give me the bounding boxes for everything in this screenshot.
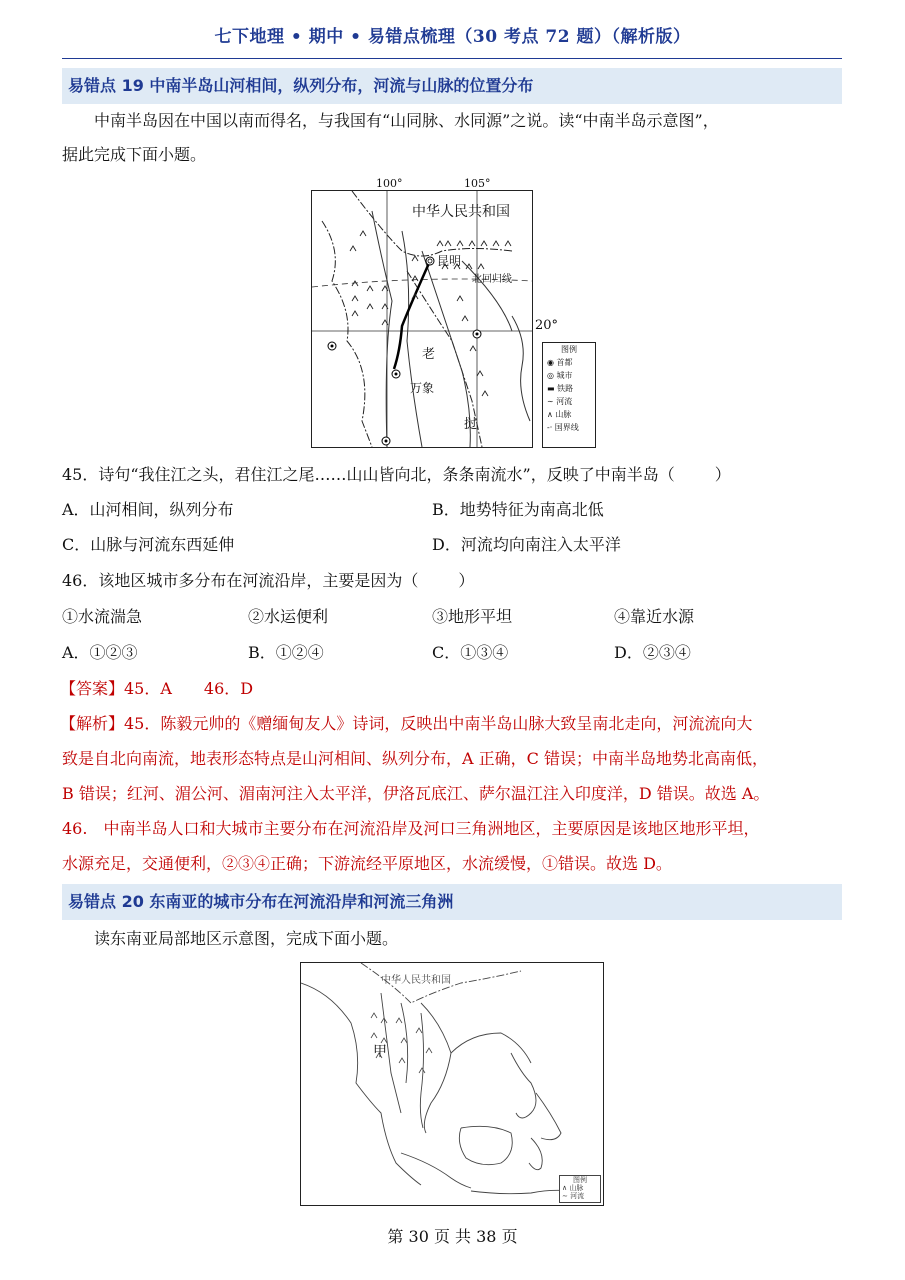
q46-stem-text: 46．该地区城市多分布在河流沿岸，主要是因为（ — [62, 571, 419, 590]
map2-legend-mountain: 山脉 — [569, 1184, 584, 1192]
legend-border-row — [543, 421, 595, 434]
indochina-map-graphic — [312, 191, 532, 447]
analysis-line-4: 46. 中南半岛人口和大城市主要分布在河流沿岸及河口三角洲地区，主要原因是该地区地形平坦， — [62, 819, 760, 838]
q46-option-d: D．②③④ — [614, 643, 691, 662]
railway-icon: ▬ — [547, 384, 555, 393]
document-header-title: 七下地理 • 期中 • 易错点梳理（30 考点 72 题）（解析版） — [214, 27, 691, 47]
indochina-map — [311, 190, 533, 448]
city-icon: ◎ — [547, 371, 554, 380]
q45-stem — [62, 460, 731, 490]
analysis-line-2: 致是自北向南流，地表形态特点是山河相间、纵列分布，A 正确，C 错误；中南半岛地势北高南低， — [62, 749, 768, 768]
q46-option-a: A．①②③ — [62, 643, 138, 662]
map1-zhua-label: 挝 — [464, 417, 478, 432]
section-19-title: 易错点 19 中南半岛山河相间，纵列分布，河流与山脉的位置分布 — [62, 68, 842, 104]
analysis-line-1: 【解析】45．陈毅元帅的《赠缅甸友人》诗词，反映出中南半岛山脉大致呈南北走向，河流流向大 — [60, 714, 753, 733]
map1-wanxiang-label: 万象 — [410, 381, 435, 395]
mountain-symbols — [350, 231, 511, 396]
q46-option-c: C．①③④ — [432, 643, 509, 662]
map1-legend — [542, 342, 596, 448]
border-west — [322, 221, 372, 447]
section-19-intro-line2: 据此完成下面小题。 — [62, 145, 207, 164]
map2-country-label: 中华人民共和国 — [381, 975, 451, 986]
q45-stem-text: 45．诗句“我住江之头，君住江之尾……山山皆向北，条条南流水”，反映了中南半岛（ — [62, 465, 675, 484]
southeast-asia-map — [300, 962, 604, 1206]
legend-mountain-label: 山脉 — [555, 410, 572, 419]
answer-line: 【答案】45．A 46．D — [60, 679, 254, 698]
q46-choice-4: ④靠近水源 — [614, 607, 695, 626]
southeast-asia-map-graphic — [301, 963, 603, 1205]
analysis-line-5: 水源充足，交通便利，②③④正确；下游流经平原地区，水流缓慢，①错误。故选 D。 — [62, 854, 672, 873]
map1-lao-label: 老 — [422, 347, 436, 362]
borneo — [459, 1126, 512, 1164]
sulawesi — [529, 1138, 542, 1170]
map2-jia-label: 甲 — [373, 1044, 387, 1060]
river-icon: ∼ — [547, 397, 554, 406]
page-number: 第 30 页 共 38 页 — [387, 1227, 518, 1246]
legend-capital-row — [543, 356, 595, 369]
q46-stem — [62, 566, 474, 596]
legend-river-label: 河流 — [556, 397, 573, 406]
q46-choice-2: ②水运便利 — [248, 607, 329, 626]
map2-legend-title: 图例 — [573, 1176, 587, 1184]
river-icon: ∼ — [562, 1192, 568, 1200]
capital-icon: ◉ — [547, 358, 554, 367]
legend-mountain-row — [543, 408, 595, 421]
header-divider — [62, 58, 842, 59]
section-20-intro: 读东南亚局部地区示意图，完成下面小题。 — [94, 929, 399, 948]
section-20-title: 易错点 20 东南亚的城市分布在河流沿岸和河流三角洲 — [62, 884, 842, 920]
river-1 — [372, 211, 392, 447]
legend-railway-label: 铁路 — [557, 384, 574, 393]
map1-lon-100: 100° — [376, 177, 403, 190]
legend-city-row — [543, 369, 595, 382]
map2-legend-river-row — [560, 1192, 600, 1200]
analysis-line-3: B 错误；红河、湄公河、湄南河注入太平洋，伊洛瓦底江、萨尔温江注入印度洋，D 错误。故选 A。 — [62, 784, 770, 803]
map2-legend-mountain-row — [560, 1184, 600, 1192]
q46-option-b: B．①②④ — [248, 643, 324, 662]
legend-river-row — [543, 395, 595, 408]
map1-country-label: 中华人民共和国 — [412, 204, 510, 220]
q45-stem-end: ） — [714, 465, 731, 484]
map2-legend — [559, 1175, 601, 1203]
q46-choice-1: ①水流湍急 — [62, 607, 143, 626]
river-2 — [402, 231, 422, 447]
q45-option-d: D．河流均向南注入太平洋 — [432, 535, 621, 554]
border-icon: -· — [547, 423, 553, 432]
map1-tropic-label: 北回归线 — [472, 274, 512, 285]
philippines-1 — [511, 1053, 536, 1118]
sumatra — [401, 1153, 471, 1188]
philippines-2 — [536, 1093, 561, 1140]
q45-option-b: B．地势特征为南高北低 — [432, 500, 604, 519]
legend-capital-label: 首都 — [556, 358, 573, 367]
kunming-marker — [426, 257, 434, 265]
map1-legend-title: 图例 — [561, 345, 577, 354]
legend-border-label: 国界线 — [554, 423, 579, 432]
q45-option-c: C．山脉与河流东西延伸 — [62, 535, 235, 554]
coastline — [512, 316, 530, 421]
section-19-intro-line1: 中南半岛因在中国以南而得名，与我国有“山同脉、水同源”之说。读“中南半岛示意图”， — [94, 111, 719, 130]
legend-railway-row — [543, 382, 595, 395]
map2-legend-river: 河流 — [570, 1192, 585, 1200]
q46-stem-end: ） — [458, 571, 475, 590]
map1-kunming-label: 昆明 — [437, 254, 462, 268]
q46-choice-3: ③地形平坦 — [432, 607, 513, 626]
map1-lat-20: 20° — [535, 318, 559, 333]
capital-markers — [328, 330, 481, 445]
gulf-coast — [451, 1033, 531, 1063]
mountain-icon: ∧ — [547, 410, 553, 419]
map1-lon-105: 105° — [464, 177, 491, 190]
q45-option-a: A．山河相间，纵列分布 — [62, 500, 234, 519]
indochina-east-coast — [421, 1003, 451, 1133]
mountain-icon: ∧ — [562, 1184, 568, 1192]
java-chain — [471, 1190, 571, 1193]
legend-city-label: 城市 — [556, 371, 573, 380]
